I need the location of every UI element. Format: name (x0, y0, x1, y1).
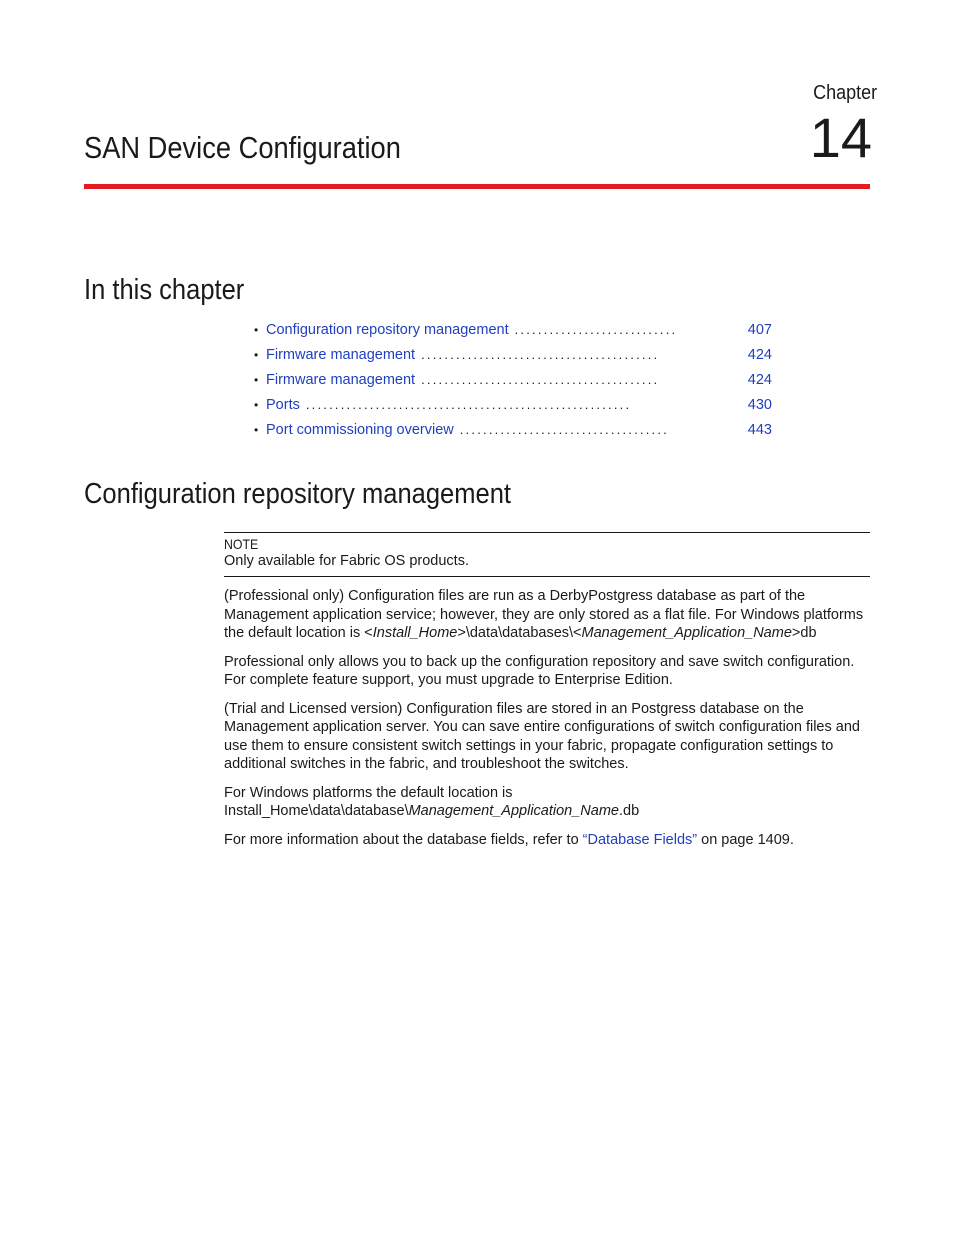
text: >db (791, 625, 817, 641)
text: For more information about the database fields, refer to (224, 831, 583, 848)
toc-leader: ........................................................ (305, 397, 632, 412)
toc-leader: ............................ (514, 322, 678, 337)
toc-link-configuration-repository[interactable]: Configuration repository management (266, 322, 509, 338)
note-label: NOTE (224, 536, 259, 552)
bullet: • (254, 398, 259, 412)
database-fields-link[interactable]: “Database Fields” (582, 831, 698, 848)
toc-link-firmware-management[interactable]: Firmware management (266, 372, 416, 388)
toc-page-link[interactable]: 430 (747, 397, 772, 413)
title-rule (84, 184, 870, 189)
text: on page 1409. (697, 831, 794, 848)
chapter-title: SAN Device Configuration (84, 130, 401, 165)
paragraph (224, 784, 874, 821)
text: (Professional only) Configuration files are run as a DerbyPostgress database as part of the Management application service; however, they are only stored as a flat file. For Windows platforms the default location is < (224, 588, 864, 641)
section-body (224, 587, 874, 859)
note-text: Only available for Fabric OS products. (224, 553, 469, 569)
toc-link-port-commissioning[interactable]: Port commissioning overview (266, 422, 454, 438)
chapter-number: 14 (809, 106, 872, 169)
toc-item (254, 372, 772, 397)
in-this-chapter-heading: In this chapter (84, 274, 245, 306)
paragraph (224, 831, 874, 850)
text: For Windows platforms the default location is (224, 784, 513, 801)
toc-leader: ......................................... (421, 347, 660, 362)
chapter-label: Chapter (812, 82, 877, 104)
paragraph: Professional only allows you to back up the configuration repository and save switch configuration. For complete feature support, you must upgrade to Enterprise Edition. (224, 653, 855, 688)
chapter-toc (254, 322, 772, 447)
note-top-rule (224, 532, 870, 533)
paragraph (224, 587, 874, 643)
toc-link-firmware-management[interactable]: Firmware management (266, 347, 416, 363)
toc-page-link[interactable]: 424 (747, 347, 772, 363)
note-bottom-rule (224, 576, 870, 577)
paragraph: (Trial and Licensed version) Configuration files are stored in an Postgress database on the Management application server. You can save entire configurations of switch configuration files and use them to ensure consistent switch settings in your fabric, propagate configuration settings to additional switches in the fabric, and troubleshoot the switches. (224, 700, 860, 772)
toc-item (254, 422, 772, 447)
bullet: • (254, 373, 259, 387)
bullet: • (254, 323, 259, 337)
toc-item (254, 322, 772, 347)
italic-text: Management_Application_Name (581, 625, 792, 641)
toc-page-link[interactable]: 407 (747, 322, 772, 338)
section-heading: Configuration repository management (84, 478, 511, 510)
toc-link-ports[interactable]: Ports (266, 397, 300, 413)
bullet: • (254, 423, 259, 437)
toc-item (254, 347, 772, 372)
toc-page-link[interactable]: 443 (747, 422, 772, 438)
italic-text: Install_Home (372, 625, 458, 641)
text: >\data\databases\< (457, 625, 582, 641)
toc-leader: ......................................... (421, 372, 660, 387)
toc-leader: .................................... (459, 422, 669, 437)
text: .db (618, 803, 640, 819)
toc-item (254, 397, 772, 422)
bullet: • (254, 348, 259, 362)
italic-text: Management_Application_Name (408, 803, 619, 819)
toc-page-link[interactable]: 424 (747, 372, 772, 388)
text: Install_Home\data\database\ (224, 803, 409, 819)
